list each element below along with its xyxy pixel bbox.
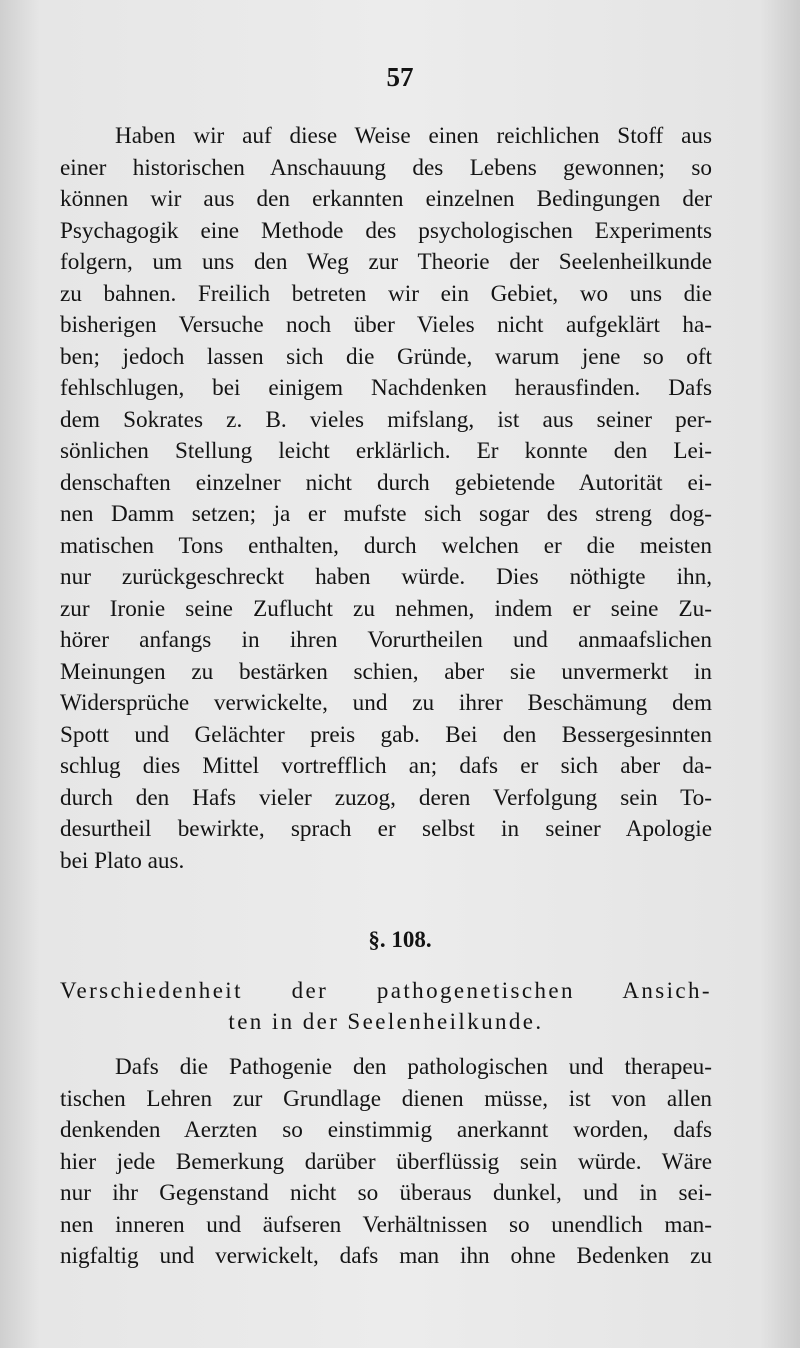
text-line: nen Damm setzen; ja er mufste sich sogar des streng dog-: [60, 501, 712, 527]
text-line: zu bahnen. Freilich betreten wir ein Gebiet, wo uns die: [60, 280, 712, 307]
text-line: Haben wir auf diese Weise einen reichlichen Stoff aus: [115, 123, 712, 149]
text-line: tischen Lehren zur Grundlage dienen müsse, ist von allen: [60, 1085, 712, 1112]
text-line: zur Ironie seine Zuflucht zu nehmen, indem er seine Zu-: [60, 595, 712, 622]
text-line: nur zurückgeschreckt haben würde. Dies nöthigte ihn,: [60, 564, 712, 590]
paragraph-2: [60, 1052, 712, 1273]
text-line: matischen Tons enthalten, durch welchen er die meisten: [60, 532, 712, 559]
text-line: folgern, um uns den Weg zur Theorie der Seelenheilkunde: [60, 249, 712, 275]
text-line: Widersprüche verwickelte, und zu ihrer Beschämung dem: [60, 690, 712, 716]
text-line: fehlschlugen, bei einigem Nachdenken herausfinden. Dafs: [60, 375, 712, 401]
heading-line: Verschiedenheit der pathogenetischen Ansich-: [60, 978, 712, 1003]
text-line: dem Sokrates z. B. vieles mifslang, ist aus seiner per-: [60, 406, 712, 433]
text-line: bei Plato aus.: [60, 847, 185, 874]
text-line: schlug dies Mittel vortrefflich an; dafs er sich aber da-: [60, 753, 712, 779]
text-line: einer historischen Anschauung des Lebens gewonnen; so: [60, 154, 712, 181]
text-line: Meinungen zu bestärken schien, aber sie unvermerkt in: [60, 658, 712, 685]
text-line: ben; jedoch lassen sich die Gründe, warum jene so oft: [60, 343, 712, 370]
text-line: sönlichen Stellung leicht erklärlich. Er konnte den Lei-: [60, 438, 712, 464]
text-line: denkenden Aerzten so einstimmig anerkannt worden, dafs: [60, 1117, 712, 1143]
text-line: bisherigen Versuche noch über Vieles nicht aufgeklärt ha-: [60, 312, 712, 338]
text-line: können wir aus den erkannten einzelnen Bedingungen der: [60, 186, 712, 212]
text-line: nen inneren und äufseren Verhältnissen so unendlich man-: [60, 1211, 712, 1238]
text-line: desurtheil bewirkte, sprach er selbst in seiner Apologie: [60, 816, 712, 842]
text-line: hörer anfangs in ihren Vorurtheilen und anmaafslichen: [60, 627, 712, 653]
text-line: Dafs die Pathogenie den pathologischen und therapeu-: [115, 1054, 712, 1080]
text-line: nigfaltig und verwickelt, dafs man ihn ohne Bedenken zu: [60, 1243, 712, 1269]
section-number: §. 108.: [368, 927, 432, 952]
text-line: hier jede Bemerkung darüber überflüssig sein würde. Wäre: [60, 1148, 712, 1175]
text-line: durch den Hafs vieler zuzog, deren Verfolgung sein To-: [60, 784, 712, 811]
page-number: 57: [386, 62, 414, 92]
text-line: Psychagogik eine Methode des psychologischen Experiments: [60, 217, 712, 244]
text-line: denschaften einzelner nicht durch gebietende Autorität ei-: [60, 469, 712, 496]
text-line: Spott und Gelächter preis gab. Bei den Bessergesinnten: [60, 721, 712, 748]
text-line: nur ihr Gegenstand nicht so überaus dunkel, und in sei-: [60, 1180, 712, 1206]
heading-line: ten in der Seelenheilkunde.: [228, 1009, 544, 1034]
section-heading: [60, 975, 712, 1037]
paragraph-1: [60, 121, 712, 877]
